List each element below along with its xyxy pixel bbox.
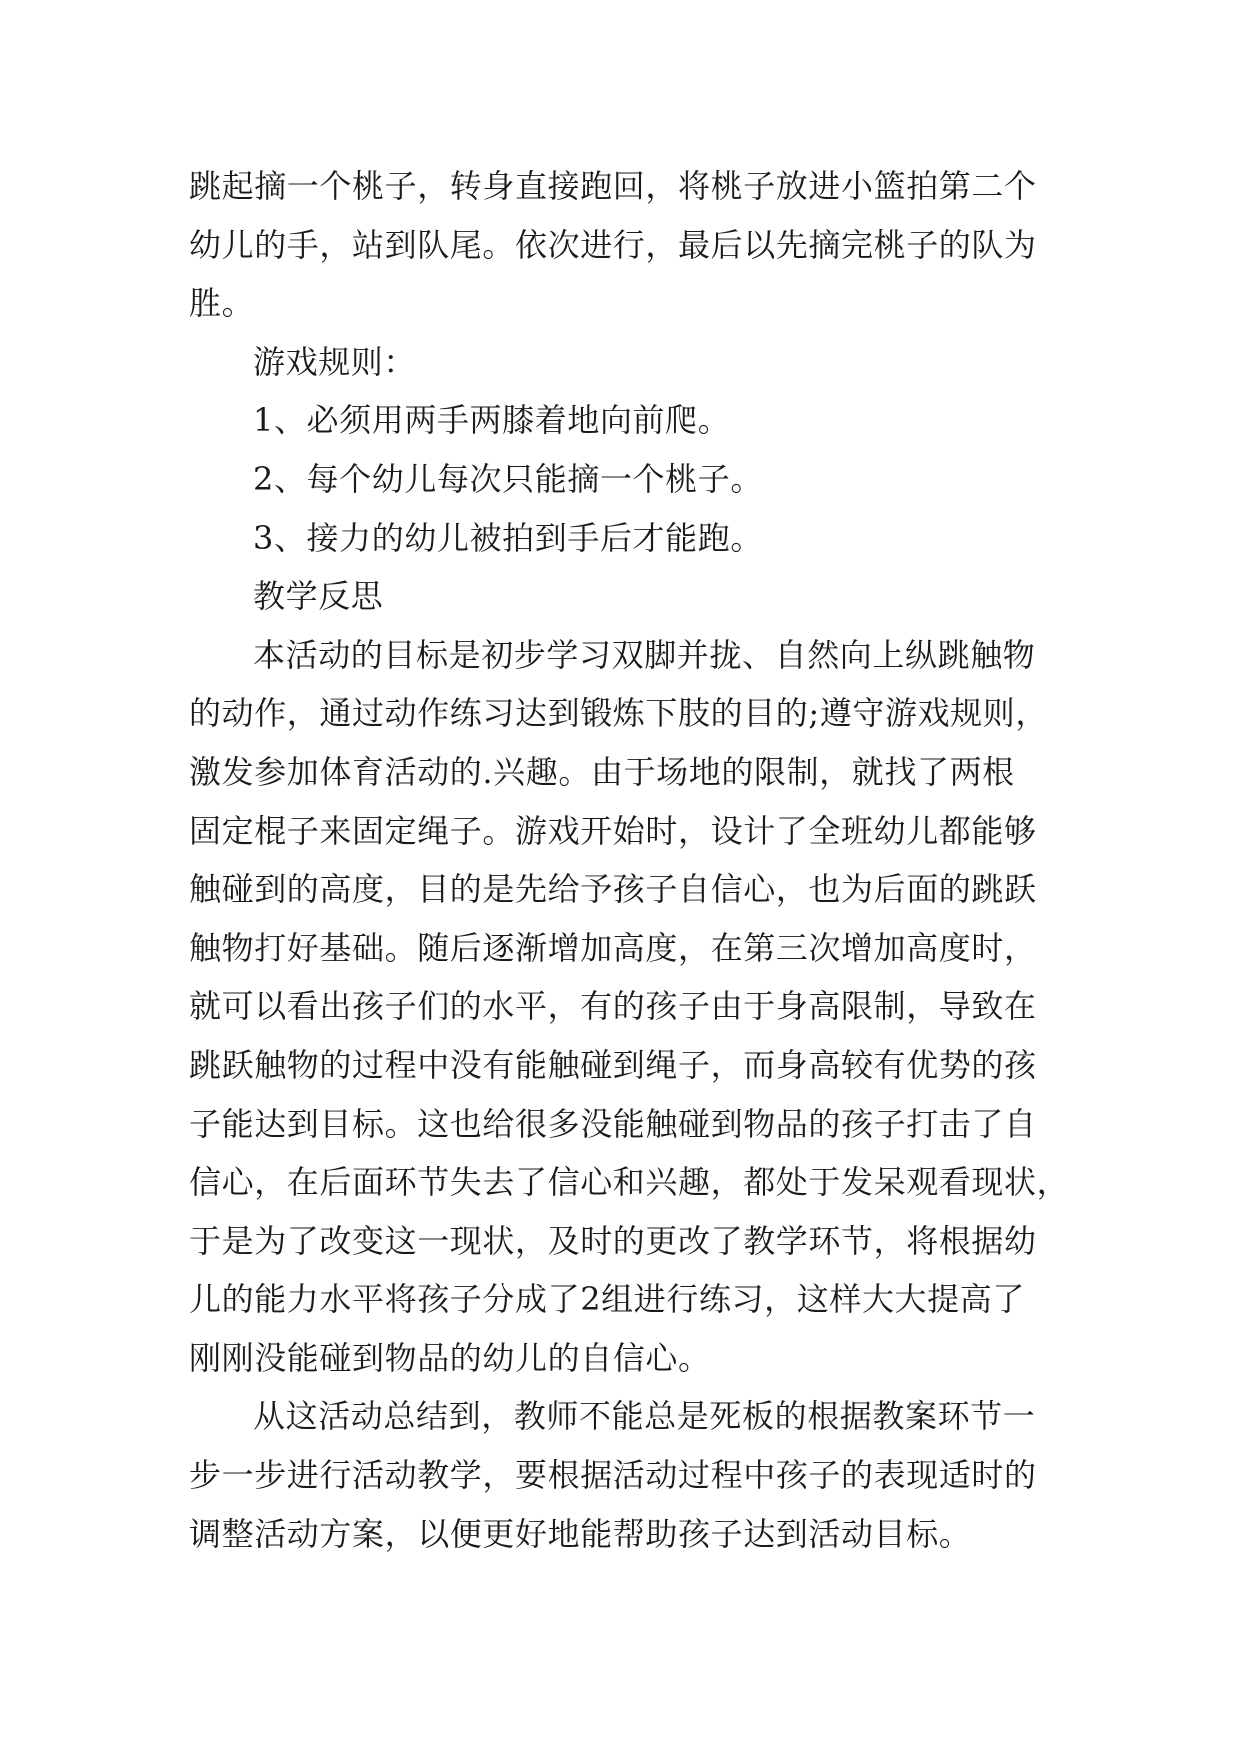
text-line: 触碰到的高度，目的是先给予孩子自信心，也为后面的跳跃	[189, 870, 1037, 909]
text-line: 本活动的目标是初步学习双脚并拢、自然向上纵跳触物	[253, 635, 1036, 674]
section-heading-reflection: 教学反思	[253, 577, 384, 616]
text-line: 幼儿的手，站到队尾。依次进行，最后以先摘完桃子的队为	[189, 225, 1037, 264]
text-line: 固定棍子来固定绳子。游戏开始时，设计了全班幼儿都能够	[189, 811, 1037, 850]
text-line: 跳跃触物的过程中没有能触碰到绳子，而身高较有优势的孩	[189, 1045, 1037, 1084]
text-line: 刚刚没能碰到物品的幼儿的自信心。	[189, 1338, 711, 1377]
text-line: 儿的能力水平将孩子分成了2组进行练习，这样大大提高了	[189, 1280, 1025, 1319]
text-line: 信心，在后面环节失去了信心和兴趣，都处于发呆观看现状，	[189, 1163, 1070, 1202]
text-line: 于是为了改变这一现状，及时的更改了教学环节，将根据幼	[189, 1221, 1037, 1260]
text-line: 从这活动总结到，教师不能总是死板的根据教案环节一	[253, 1397, 1036, 1436]
text-line: 步一步进行活动教学，要根据活动过程中孩子的表现适时的	[189, 1456, 1037, 1495]
rule-item: 3、接力的幼儿被拍到手后才能跑。	[253, 518, 763, 557]
text-line: 就可以看出孩子们的水平，有的孩子由于身高限制，导致在	[189, 987, 1037, 1026]
document-body	[189, 157, 1070, 1563]
text-line: 胜。	[189, 284, 255, 323]
text-line: 子能达到目标。这也给很多没能触碰到物品的孩子打击了自	[189, 1104, 1037, 1143]
text-line: 激发参加体育活动的.兴趣。由于场地的限制，就找了两根	[189, 752, 1015, 791]
section-heading-game-rules: 游戏规则：	[253, 342, 417, 381]
text-line: 触物打好基础。随后逐渐增加高度，在第三次增加高度时，	[189, 928, 1037, 967]
text-line: 的动作，通过动作练习达到锻炼下肢的目的;遵守游戏规则，	[189, 694, 1048, 733]
text-line: 跳起摘一个桃子，转身直接跑回，将桃子放进小篮拍第二个	[189, 167, 1037, 205]
rule-item: 2、每个幼儿每次只能摘一个桃子。	[253, 459, 763, 498]
rule-item: 1、必须用两手两膝着地向前爬。	[253, 401, 731, 440]
text-line: 调整活动方案，以便更好地能帮助孩子达到活动目标。	[189, 1514, 972, 1553]
